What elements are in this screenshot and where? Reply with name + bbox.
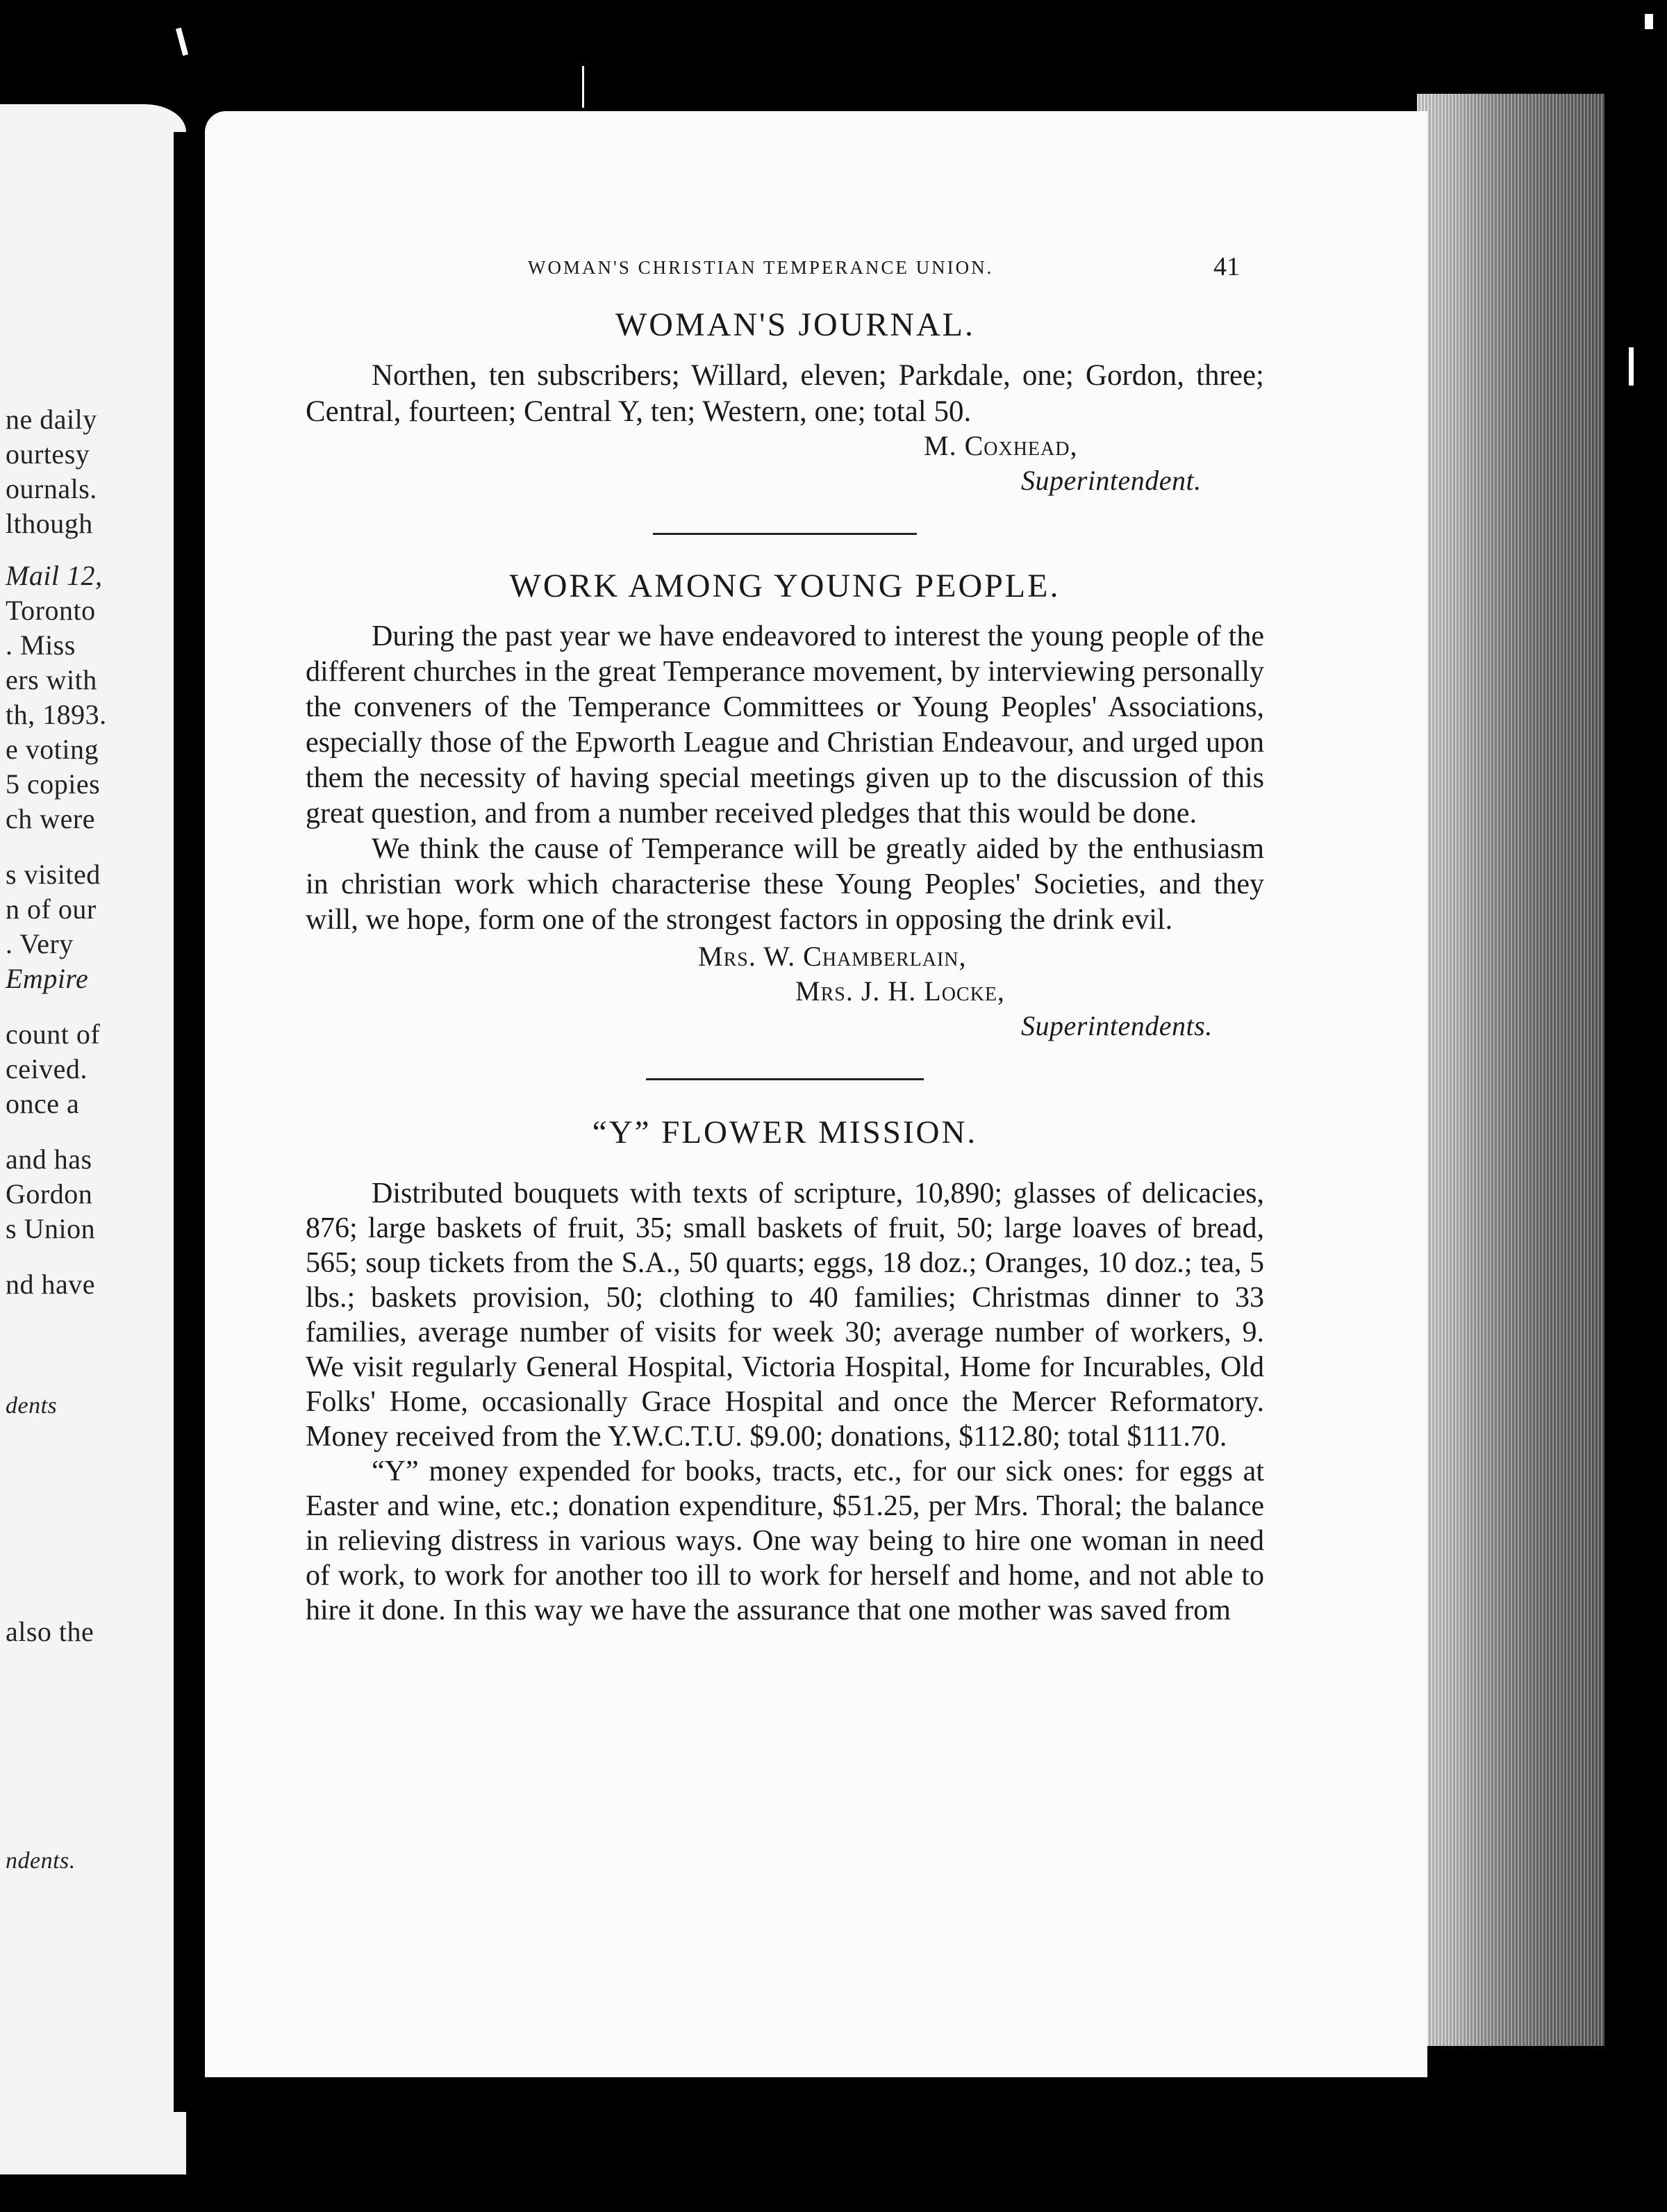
left-page-fragment: count of <box>6 1018 101 1050</box>
womans-journal-paragraph: Northen, ten subscribers; Willard, eleven; Parkdale, one; Gordon, three; Central, fourteen; Central Y, ten; Western, one; total 50. <box>306 359 1264 428</box>
left-page-fragment: s Union <box>6 1213 96 1244</box>
flower-mission-paragraph-1: Distributed bouquets with texts of scripture, 10,890; glasses of delicacies, 876; large baskets of fruit, 35; small baskets of fruit, 50; large loaves of bread, 565; soup tickets from the S.A., 50 quarts; eggs, 18 doz.; Oranges, 10 doz.; tea, 5 lbs.; baskets provision, 50; clothing to 40 families; Christmas dinner to 33 families, average number of visits for week 30; average number of workers, 9. We visit regularly General Hospital, Victoria Hospital, Home for Incurables, Old Folks' Home, occasionally Grace Hospital and once the Mercer Reformatory. Money received from the Y.W.C.T.U. $9.00; donations, $112.80; total $111.70. <box>306 1178 1264 1453</box>
left-page-fragment: . Miss <box>6 629 76 661</box>
left-page-fragment: ndents. <box>6 1848 76 1874</box>
left-page-fragment: ourtesy <box>6 438 90 470</box>
section-divider <box>653 533 917 535</box>
left-page-fragment: 5 copies <box>6 768 101 800</box>
young-people-paragraph-1: During the past year we have endeavored to interest the young people of the different churches in the great Temperance movement, by interviewing personally the conveners of the Temperance Committees or Young Peoples' Associations, especially those of the Epworth League and Christian Endeavour, and urged upon them the necessity of having special meetings given up to the discussion of this great question, and from a number received pledges that this would be done. <box>306 620 1264 830</box>
section-heading-womans-journal: WOMAN'S JOURNAL. <box>615 306 975 343</box>
section-heading-work-among-young-people: WORK AMONG YOUNG PEOPLE. <box>509 568 1061 604</box>
section-divider <box>646 1078 924 1080</box>
left-page-fragment: th, 1893. <box>6 699 107 730</box>
left-facing-page <box>0 104 186 2174</box>
page-number: 41 <box>1213 252 1240 281</box>
left-page-fragment: nd have <box>6 1269 96 1300</box>
book-page-edges <box>1417 94 1604 2046</box>
young-people-signatures <box>306 938 1264 1042</box>
left-page-fragment: Mail 12, <box>6 560 103 591</box>
left-page-fragment: Toronto <box>6 595 96 626</box>
book-gutter <box>174 132 208 2112</box>
left-page-fragment: dents <box>6 1393 58 1419</box>
left-page-fragment: . Very <box>6 928 74 959</box>
page-content <box>306 252 1264 1628</box>
left-page-fragment: e voting <box>6 734 99 765</box>
section-heading-y-flower-mission: “Y” FLOWER MISSION. <box>592 1114 978 1150</box>
left-page-fragment: n of our <box>6 893 97 925</box>
scan-speck <box>582 66 584 108</box>
left-page-fragment: Empire <box>6 963 89 994</box>
left-page-fragment: once a <box>6 1088 80 1119</box>
scan-speck <box>1645 14 1653 29</box>
signature-role: Superintendents. <box>1021 1010 1213 1041</box>
scan-speck <box>176 28 188 56</box>
left-page-fragment: lthough <box>6 508 93 539</box>
left-page-fragment: s visited <box>6 859 101 890</box>
left-page-fragment: and has <box>6 1144 92 1175</box>
young-people-paragraph-2: We think the cause of Temperance will be greatly aided by the enthusiasm in christian work which characterise these Young Peoples' Societies, and they will, we hope, form one of the strongest factors in opposing the drink evil. <box>306 833 1264 936</box>
left-page-fragment: ournals. <box>6 473 97 504</box>
signature-name: M. Coxhead, <box>924 430 1078 461</box>
flower-mission-paragraph-2: “Y” money expended for books, tracts, etc., for our sick ones: for eggs at Easter and wine, etc.; donation expenditure, $51.25, per Mrs. Thoral; the balance in relieving distress in various ways. One way being to hire one woman in need of work, to work for another too ill to work for herself and home, and not able to hire it done. In this way we have the assurance that one mother was saved from <box>306 1455 1264 1626</box>
scan-speck <box>1629 347 1634 386</box>
womans-journal-signature <box>306 430 1264 500</box>
left-page-fragment: ne daily <box>6 404 97 435</box>
signature-role: Superintendent. <box>1021 465 1202 496</box>
left-page-fragment: also the <box>6 1616 94 1647</box>
left-page-fragment: ch were <box>6 803 95 834</box>
signature-name: Mrs. W. Chamberlain, <box>698 941 967 972</box>
running-head <box>306 252 1264 299</box>
running-head-title: WOMAN'S CHRISTIAN TEMPERANCE UNION. <box>528 257 994 278</box>
left-page-fragment: ers with <box>6 664 97 695</box>
left-page-fragment: ceived. <box>6 1053 88 1084</box>
left-page-fragment: Gordon <box>6 1178 93 1210</box>
signature-name: Mrs. J. H. Locke, <box>795 975 1005 1007</box>
